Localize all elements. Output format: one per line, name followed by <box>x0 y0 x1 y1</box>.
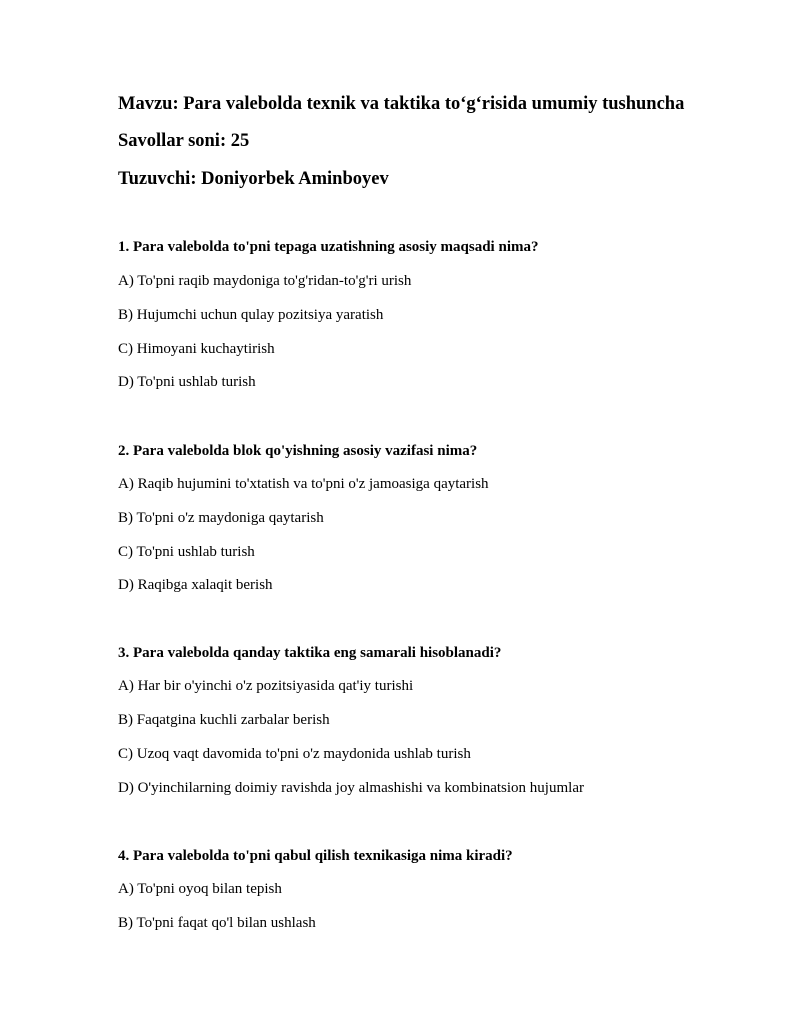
question-2-option-a: A) Raqib hujumini to'xtatish va to'pni o'z jamoasiga qaytarish <box>118 476 489 492</box>
author-heading: Tuzuvchi: Doniyorbek Aminboyev <box>118 169 389 189</box>
question-3-option-b: B) Faqatgina kuchli zarbalar berish <box>118 712 330 728</box>
question-1: 1. Para valebolda to'pni tepaga uzatishning asosiy maqsadi nima? <box>118 239 539 255</box>
question-3-option-a: A) Har bir o'yinchi o'z pozitsiyasida qat'iy turishi <box>118 678 414 694</box>
question-1-option-b: B) Hujumchi uchun qulay pozitsiya yaratish <box>118 307 384 323</box>
question-4-option-a: A) To'pni oyoq bilan tepish <box>118 881 282 897</box>
question-2: 2. Para valebolda blok qo'yishning asosiy vazifasi nima? <box>118 443 478 459</box>
question-2-option-d: D) Raqibga xalaqit berish <box>118 577 273 593</box>
question-3-option-d: D) O'yinchilarning doimiy ravishda joy almashishi va kombinatsion hujumlar <box>118 780 584 796</box>
question-4: 4. Para valebolda to'pni qabul qilish texnikasiga nima kiradi? <box>118 848 513 864</box>
question-2-option-c: C) To'pni ushlab turish <box>118 544 255 560</box>
question-2-option-b: B) To'pni o'z maydoniga qaytarish <box>118 510 324 526</box>
question-1-option-d: D) To'pni ushlab turish <box>118 374 256 390</box>
question-1-option-a: A) To'pni raqib maydoniga to'g'ridan-to'g'ri urish <box>118 273 412 289</box>
question-3-option-c: C) Uzoq vaqt davomida to'pni o'z maydonida ushlab turish <box>118 746 471 762</box>
question-4-option-b: B) To'pni faqat qo'l bilan ushlash <box>118 915 316 931</box>
question-1-option-c: C) Himoyani kuchaytirish <box>118 341 275 357</box>
question-count-heading: Savollar soni: 25 <box>118 131 250 151</box>
topic-heading: Mavzu: Para valebolda texnik va taktika to‘g‘risida umumiy tushuncha <box>118 94 685 114</box>
question-3: 3. Para valebolda qanday taktika eng samarali hisoblanadi? <box>118 645 502 661</box>
